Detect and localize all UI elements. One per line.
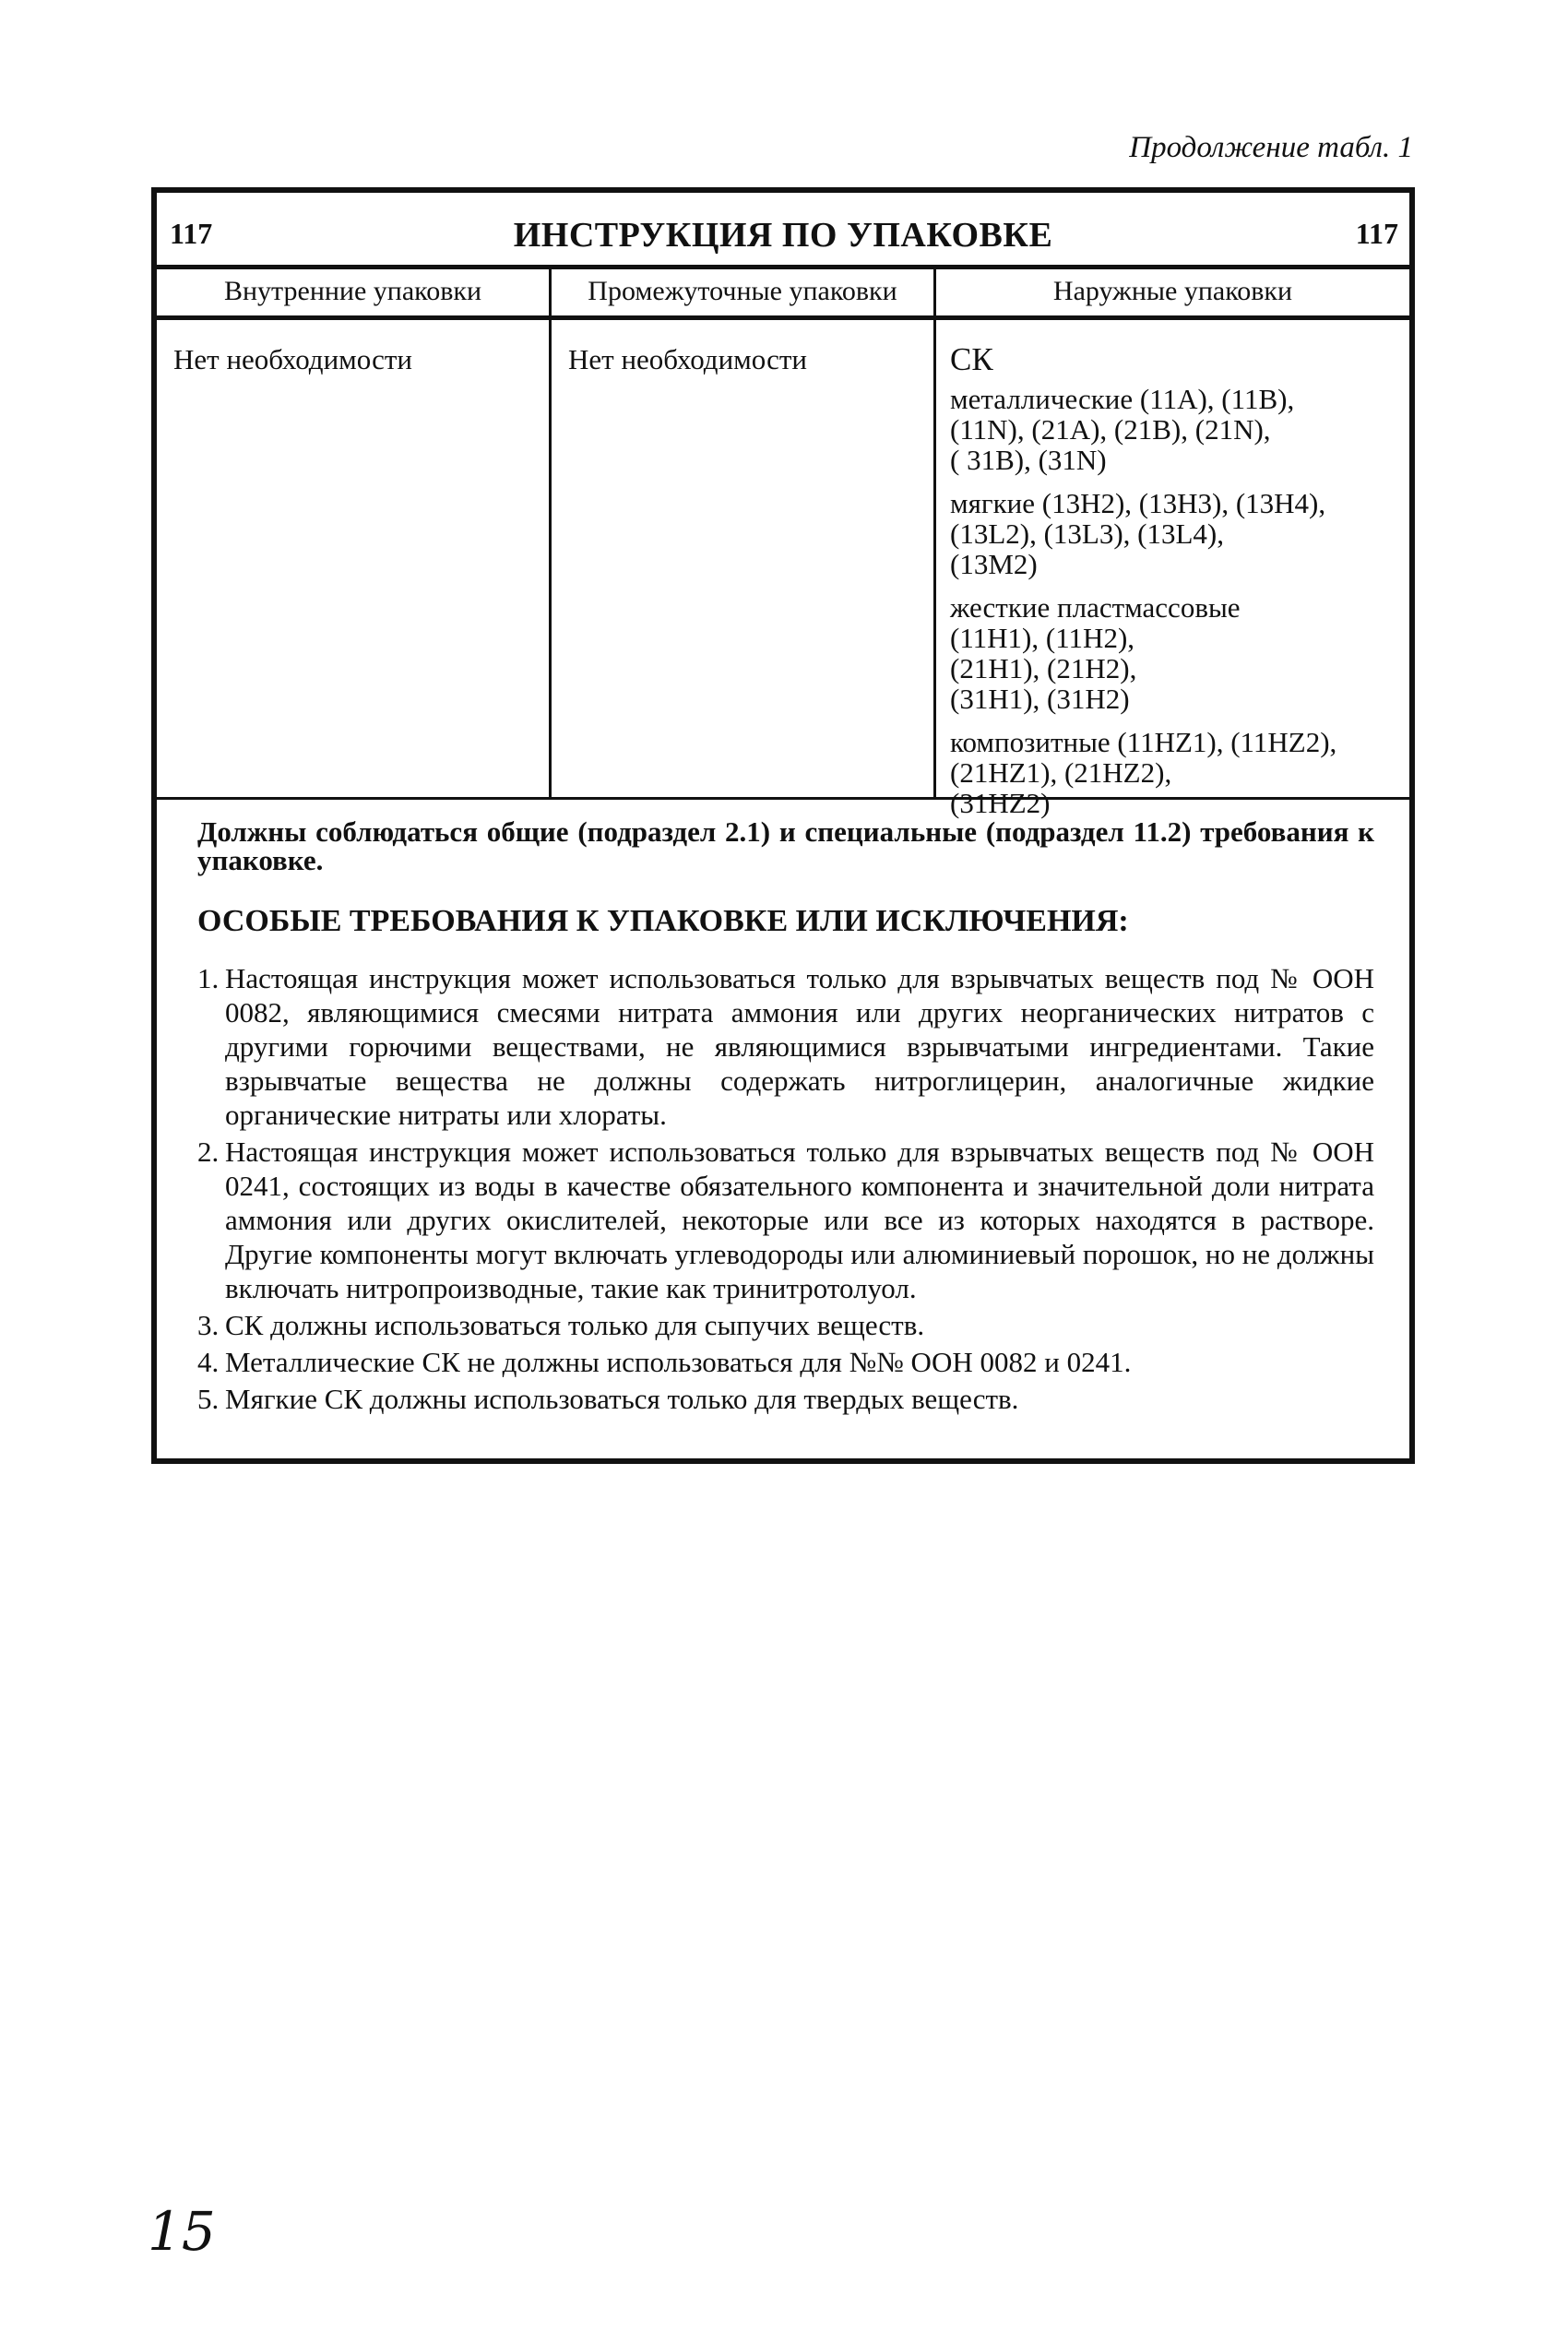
page-number: 15 <box>148 2200 216 2263</box>
column-header-outer: Наружные упаковки <box>1052 276 1293 306</box>
outer-group-line: композитные (11HZ1), (11HZ2), <box>950 726 1337 758</box>
outer-group-metal <box>950 384 1411 475</box>
instruction-number-right: 117 <box>1355 217 1398 250</box>
header-divider <box>157 315 1409 320</box>
outer-group-line: (31HZ2) <box>950 787 1051 819</box>
outer-group-line: ( 31B), (31N) <box>950 444 1107 476</box>
outer-group-line: (11N), (21A), (21B), (21N), <box>950 413 1271 446</box>
cell-intermediate-packaging: Нет необходимости <box>568 343 807 375</box>
list-item <box>197 1382 1374 1416</box>
list-item-number: 2. <box>197 1136 220 1168</box>
column-header-intermediate: Промежуточные упаковки <box>588 276 897 306</box>
outer-group-composite <box>950 727 1411 818</box>
packing-instruction-frame <box>151 187 1415 1464</box>
list-item <box>197 961 1374 1132</box>
special-requirements-heading: ОСОБЫЕ ТРЕБОВАНИЯ К УПАКОВКЕ ИЛИ ИСКЛЮЧЕНИЯ: <box>197 904 1129 938</box>
column-divider-2 <box>933 267 936 799</box>
list-item-number: 1. <box>197 962 220 994</box>
list-item-number: 3. <box>197 1309 220 1341</box>
outer-group-line: (13M2) <box>950 548 1038 580</box>
cell-outer-packaging <box>950 341 1411 831</box>
outer-group-line: металлические (11А), (11В), <box>950 383 1295 415</box>
list-item-text: Настоящая инструкция может использоваться только для взрывчатых веществ под № ООН 0082, являющимися смесями нитрата аммония или других неорганических нитратов с другими горючими веществами, не являющимися взрывчатыми ингредиентами. Такие взрывчатые вещества не должны содержать нитроглицерин, аналогичные жидкие органические нитраты или хлораты. <box>225 962 1374 1131</box>
list-item <box>197 1345 1374 1379</box>
special-requirements-list <box>197 961 1374 1416</box>
column-divider-1 <box>549 267 552 799</box>
instruction-number-left: 117 <box>170 217 213 250</box>
cell-inner-packaging: Нет необходимости <box>173 343 412 375</box>
outer-packaging-type: СК <box>950 341 993 377</box>
outer-group-line: (21HZ1), (21HZ2), <box>950 756 1172 789</box>
list-item <box>197 1135 1374 1305</box>
outer-group-line: (31H1), (31H2) <box>950 683 1130 715</box>
list-item-text: Мягкие СК должны использоваться только для твердых веществ. <box>225 1383 1019 1415</box>
outer-group-rigid-plastic <box>950 592 1411 714</box>
list-item-text: СК должны использоваться только для сыпучих веществ. <box>225 1309 925 1341</box>
instruction-title: ИНСТРУКЦИЯ ПО УПАКОВКЕ <box>513 216 1053 255</box>
outer-group-line: (11H1), (11H2), <box>950 622 1135 654</box>
outer-group-line: (21H1), (21H2), <box>950 652 1137 684</box>
outer-group-line: мягкие (13Н2), (13Н3), (13Н4), <box>950 487 1326 519</box>
list-item-text: Настоящая инструкция может использоваться только для взрывчатых веществ под № ООН 0241, состоящих из воды в качестве обязательного компонента и значительной доли нитрата аммония или других окислителей, некоторые или все из которых находятся в растворе. Другие компоненты могут включать углеводороды или алюминиевый порошок, но не должны включать нитропроизводные, такие как тринитротолуол. <box>225 1136 1374 1304</box>
outer-group-line: жесткие пластмассовые <box>950 591 1241 624</box>
outer-group-flexible <box>950 488 1411 579</box>
list-item-number: 5. <box>197 1383 220 1415</box>
list-item <box>197 1308 1374 1342</box>
column-header-inner: Внутренние упаковки <box>223 276 482 306</box>
title-divider <box>157 265 1409 269</box>
table-continuation-note: Продолжение табл. 1 <box>1129 131 1413 164</box>
general-requirements: Должны соблюдаться общие (подраздел 2.1) и специальные (подраздел 11.2) требования к упаковке. <box>197 815 1374 876</box>
list-item-text: Металлические СК не должны использоваться для №№ ООН 0082 и 0241. <box>225 1346 1132 1378</box>
requirements-section <box>197 817 1374 1419</box>
outer-group-line: (13L2), (13L3), (13L4), <box>950 517 1224 550</box>
list-item-number: 4. <box>197 1346 220 1378</box>
instruction-title-row <box>157 193 1409 267</box>
